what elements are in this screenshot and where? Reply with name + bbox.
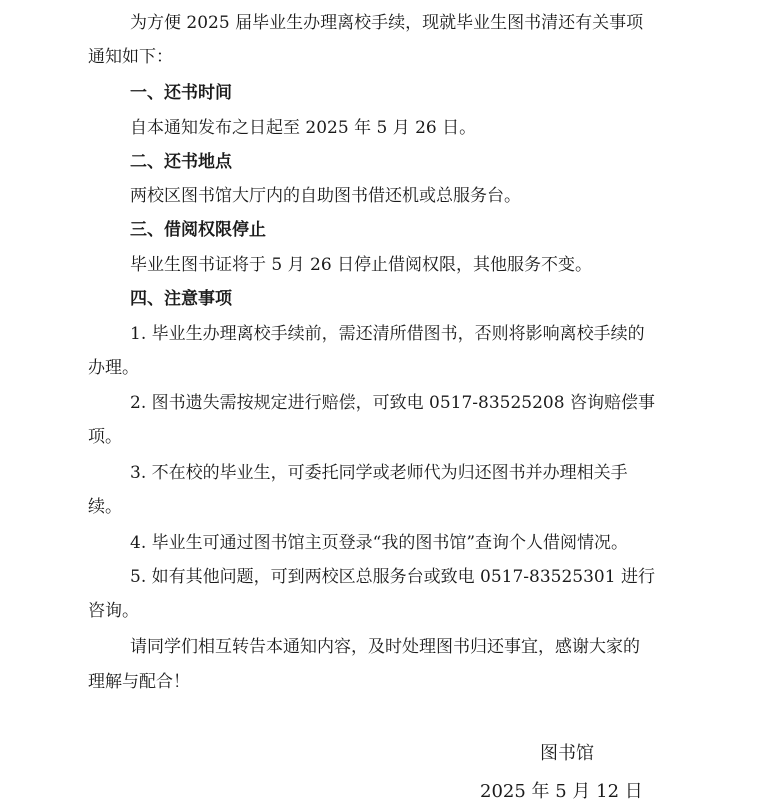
section-heading-borrowing-stop: 三、借阅权限停止 bbox=[130, 220, 266, 240]
section-heading-return-location: 二、还书地点 bbox=[130, 152, 232, 172]
section-body-return-time: 自本通知发布之日起至 2025 年 5 月 26 日。 bbox=[130, 118, 477, 138]
signature-date: 2025 年 5 月 12 日 bbox=[480, 781, 643, 802]
note-2-line-2: 项。 bbox=[88, 427, 122, 447]
closing-line-2: 理解与配合！ bbox=[88, 672, 190, 692]
section-body-borrowing-stop: 毕业生图书证将于 5 月 26 日停止借阅权限，其他服务不变。 bbox=[130, 255, 593, 275]
note-5-line-1: 5. 如有其他问题，可到两校区总服务台或致电 0517-83525301 进行 bbox=[130, 567, 655, 587]
intro-line-2: 通知如下： bbox=[88, 47, 173, 67]
section-heading-return-time: 一、还书时间 bbox=[130, 83, 232, 103]
note-1-line-1: 1. 毕业生办理离校手续前，需还清所借图书，否则将影响离校手续的 bbox=[130, 324, 645, 344]
section-body-return-location: 两校区图书馆大厅内的自助图书借还机或总服务台。 bbox=[130, 186, 521, 206]
note-4-line-1: 4. 毕业生可通过图书馆主页登录“我的图书馆”查询个人借阅情况。 bbox=[130, 533, 629, 553]
note-2-line-1: 2. 图书遗失需按规定进行赔偿，可致电 0517-83525208 咨询赔偿事 bbox=[130, 393, 655, 413]
note-3-line-1: 3. 不在校的毕业生，可委托同学或老师代为归还图书并办理相关手 bbox=[130, 463, 628, 483]
section-heading-notes: 四、注意事项 bbox=[130, 289, 232, 309]
intro-line-1: 为方便 2025 届毕业生办理离校手续，现就毕业生图书清还有关事项 bbox=[130, 13, 644, 33]
closing-line-1: 请同学们相互转告本通知内容，及时处理图书归还事宜，感谢大家的 bbox=[130, 637, 640, 657]
note-5-line-2: 咨询。 bbox=[88, 601, 139, 621]
note-1-line-2: 办理。 bbox=[88, 358, 139, 378]
note-3-line-2: 续。 bbox=[88, 497, 122, 517]
signature-org: 图书馆 bbox=[540, 743, 594, 764]
